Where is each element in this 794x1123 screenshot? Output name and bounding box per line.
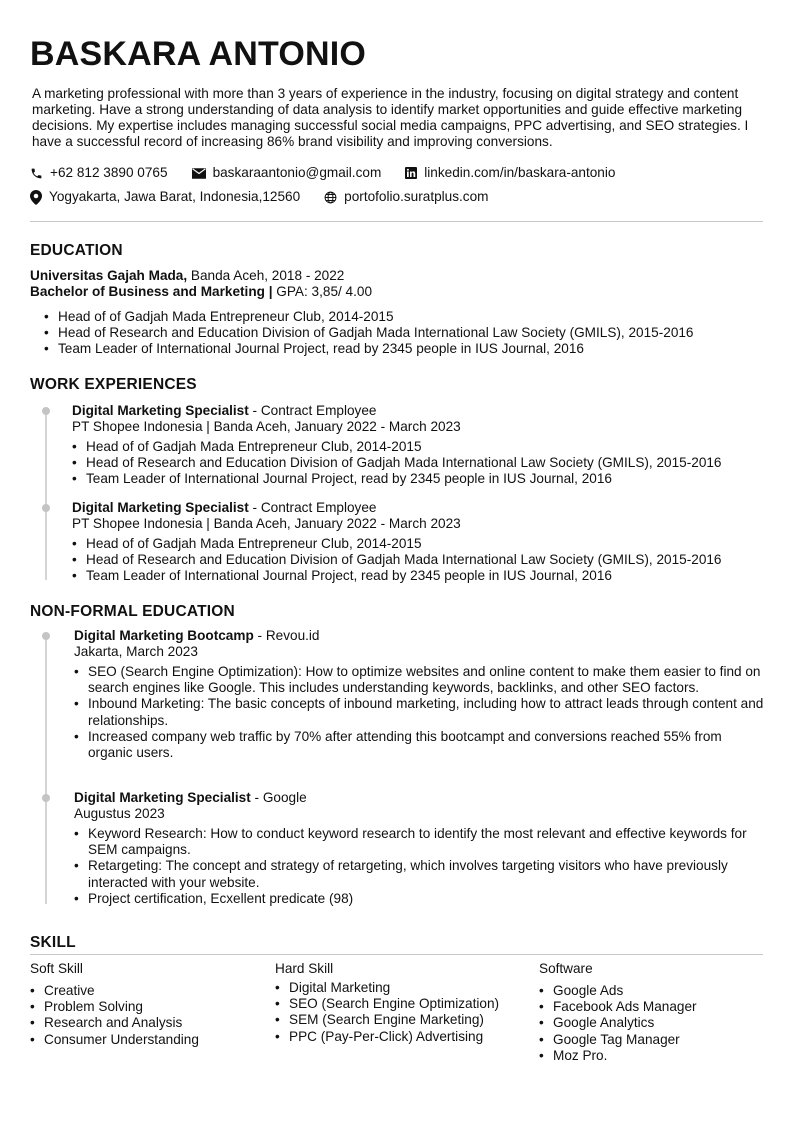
work-timeline — [45, 410, 47, 580]
timeline-dot — [42, 794, 50, 802]
software-list — [539, 983, 764, 1064]
summary-text: A marketing professional with more than 3 years of experience in the industry, focusing on digital strategy and content marketing. Have a strong understanding of data analysis to identify market opportunities and guide effective marketing decisions. My expertise includes managing successful social media campaigns, PPC advertising, and SEO strategies. I have a successful record of increasing 86% brand visibility and improving conversions. — [32, 86, 749, 149]
job-bullets — [72, 536, 762, 585]
list-item: • Head of of Gadjah Mada Entrepreneur Club, 2014-2015 — [72, 439, 762, 455]
work-title: WORK EXPERIENCES — [30, 376, 197, 393]
course-name: Digital Marketing Specialist — [74, 790, 251, 805]
education-school-line — [30, 268, 344, 284]
candidate-name: BASKARA ANTONIO — [30, 35, 367, 73]
gpa-text: GPA: 3,85/ 4.00 — [272, 284, 373, 299]
list-item: • SEO (Search Engine Optimization): How to optimize websites and online content to make them easier to find on search engines like Google. This includes understanding keywords, backlinks, and other SEO factors. — [74, 664, 764, 696]
list-item: • Facebook Ads Manager — [539, 999, 764, 1015]
soft-skill-column — [30, 961, 260, 1048]
course-place: Augustus 2023 — [74, 806, 165, 821]
list-item: • Increased company web traffic by 70% after attending this bootcampt and conversions reached 55% from organic users. — [74, 729, 764, 761]
job-company: PT Shopee Indonesia | Banda Aceh, January 2022 - March 2023 — [72, 516, 461, 531]
mail-icon — [192, 168, 206, 179]
list-item: • Team Leader of International Journal Project, read by 2345 people in IUS Journal, 2016 — [72, 568, 762, 584]
list-item: • SEO (Search Engine Optimization) — [275, 996, 530, 1012]
list-item: • Moz Pro. — [539, 1048, 764, 1064]
list-item: • Project certification, Ecxellent predicate (98) — [74, 891, 764, 907]
course-org: - Revou.id — [253, 628, 320, 643]
list-item: • Google Tag Manager — [539, 1032, 764, 1048]
portfolio-contact[interactable] — [324, 189, 488, 205]
globe-icon — [324, 191, 337, 204]
job-company: PT Shopee Indonesia | Banda Aceh, January 2022 - March 2023 — [72, 419, 461, 434]
list-item: • Team Leader of International Journal Project, read by 2345 people in IUS Journal, 2016 — [72, 471, 762, 487]
list-item: • Head of Research and Education Division of Gadjah Mada International Law Society (GMILS), 2015-2016 — [72, 552, 762, 568]
course-place: Jakarta, March 2023 — [74, 644, 198, 659]
contact-row-2 — [30, 189, 513, 205]
work-entry-2 — [72, 500, 762, 585]
job-role: Digital Marketing Specialist — [72, 403, 249, 418]
hard-skill-heading: Hard Skill — [275, 961, 334, 976]
software-heading: Software — [539, 961, 593, 976]
degree-name: Bachelor of Business and Marketing | — [30, 284, 273, 299]
list-item: • Google Ads — [539, 983, 764, 999]
nonformal-entry-2 — [74, 790, 764, 907]
course-bullets — [74, 664, 764, 761]
list-item: • Team Leader of International Journal Project, read by 2345 people in IUS Journal, 2016 — [44, 341, 764, 357]
phone-icon — [30, 167, 43, 180]
timeline-dot — [42, 504, 50, 512]
soft-skill-heading: Soft Skill — [30, 961, 83, 976]
job-type: - Contract Employee — [248, 403, 377, 418]
header-divider — [30, 221, 763, 222]
linkedin-contact[interactable] — [405, 165, 615, 181]
list-item: • Head of of Gadjah Mada Entrepreneur Club, 2014-2015 — [44, 309, 764, 325]
list-item: • Problem Solving — [30, 999, 260, 1015]
list-item: • SEM (Search Engine Marketing) — [275, 1012, 530, 1028]
list-item: • Keyword Research: How to conduct keyword research to identify the most relevant and effective keywords for SEM campaigns. — [74, 826, 764, 858]
list-item: • Retargeting: The concept and strategy of retargeting, which involves targeting visitors who have previously interacted with your website. — [74, 858, 764, 890]
location-text: Yogyakarta, Jawa Barat, Indonesia,12560 — [49, 189, 301, 204]
list-item: • Head of Research and Education Division of Gadjah Mada International Law Society (GMILS), 2015-2016 — [44, 325, 764, 341]
timeline-dot — [42, 632, 50, 640]
list-item: • Inbound Marketing: The basic concepts of inbound marketing, including how to attract leads through content and relationships. — [74, 696, 764, 728]
phone-number: +62 812 3890 0765 — [50, 165, 168, 180]
education-title: EDUCATION — [30, 242, 123, 259]
list-item: • PPC (Pay-Per-Click) Advertising — [275, 1029, 530, 1045]
education-degree-line — [30, 284, 372, 300]
list-item: • Creative — [30, 983, 260, 999]
timeline-dot — [42, 407, 50, 415]
skill-title: SKILL — [30, 934, 76, 951]
list-item: • Consumer Understanding — [30, 1032, 260, 1048]
nonformal-timeline — [45, 636, 47, 904]
email-contact[interactable] — [192, 165, 382, 181]
hard-skill-list — [275, 980, 530, 1045]
contact-row-1 — [30, 165, 639, 181]
hard-skill-column — [275, 961, 530, 1045]
list-item: • Google Analytics — [539, 1015, 764, 1031]
course-org: - Google — [250, 790, 307, 805]
education-bullets — [44, 309, 764, 358]
job-bullets — [72, 439, 762, 488]
email-address[interactable]: baskaraantonio@gmail.com — [212, 165, 382, 180]
school-name: Universitas Gajah Mada, — [30, 268, 188, 283]
soft-skill-list — [30, 983, 260, 1048]
nonformal-entry-1 — [74, 628, 764, 761]
portfolio-url[interactable]: portofolio.suratplus.com — [344, 189, 489, 204]
work-entry-1 — [72, 403, 762, 488]
linkedin-url[interactable]: linkedin.com/in/baskara-antonio — [424, 165, 616, 180]
location-pin-icon — [30, 190, 42, 205]
course-name: Digital Marketing Bootcamp — [74, 628, 254, 643]
list-item: • Research and Analysis — [30, 1015, 260, 1031]
location-contact — [30, 189, 300, 205]
list-item: • Head of of Gadjah Mada Entrepreneur Club, 2014-2015 — [72, 536, 762, 552]
job-type: - Contract Employee — [248, 500, 377, 515]
linkedin-icon — [405, 167, 417, 179]
course-bullets — [74, 826, 764, 907]
school-detail: Banda Aceh, 2018 - 2022 — [187, 268, 345, 283]
job-role: Digital Marketing Specialist — [72, 500, 249, 515]
skill-divider — [30, 954, 763, 955]
phone-contact — [30, 165, 168, 181]
nonformal-title: NON-FORMAL EDUCATION — [30, 603, 235, 620]
list-item: • Head of Research and Education Division of Gadjah Mada International Law Society (GMILS), 2015-2016 — [72, 455, 762, 471]
software-column — [539, 961, 764, 1064]
list-item: • Digital Marketing — [275, 980, 530, 996]
